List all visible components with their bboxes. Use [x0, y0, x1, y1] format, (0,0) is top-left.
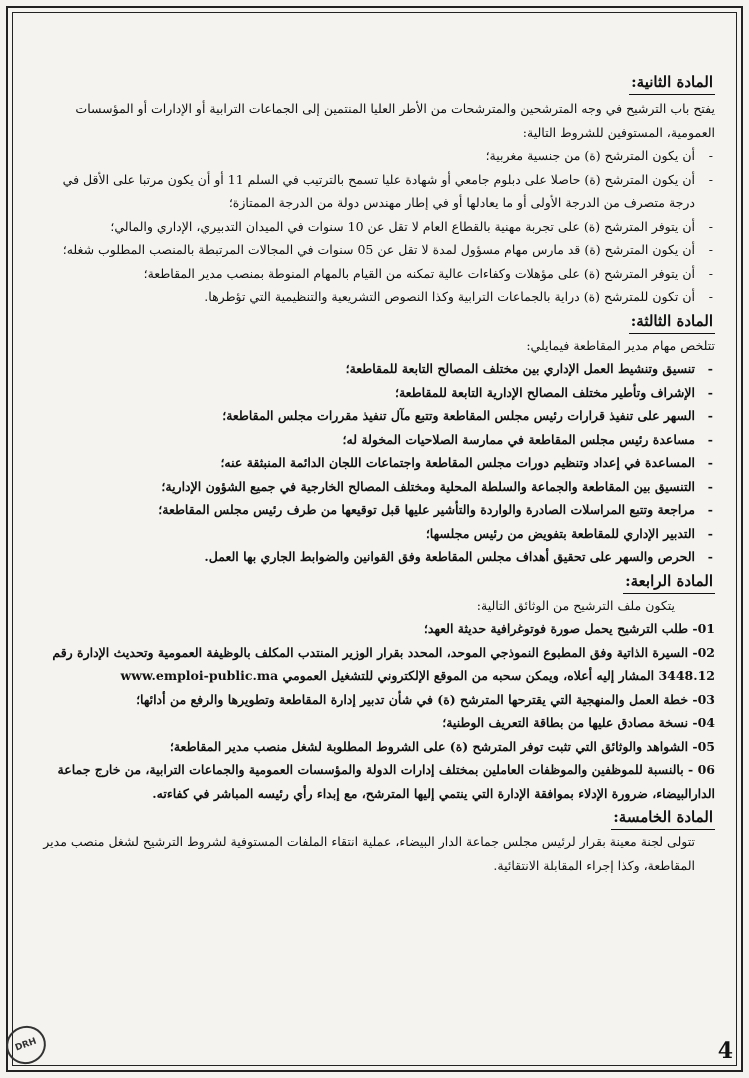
- document-body: [34, 70, 715, 1038]
- list-item: - التدبير الإداري للمقاطعة بتفويض من رئيس مجلسها؛: [34, 522, 695, 546]
- document-item: 02- السيرة الذاتية وفق المطبوع النموذجي الموحد، المحدد بقرار الوزير المنتدب المكلف بالوظيفة العمومية وتحديث الإدارة رقم 3448.12 المشار إليه أعلاه، ويمكن سحبه من الموقع الإلكتروني للتشغيل العمومي www.emploi-public.ma: [52, 644, 715, 683]
- article-4-title: المادة الرابعة:: [623, 569, 715, 594]
- list-item: - السهر على تنفيذ قرارات رئيس مجلس المقاطعة وتتبع مآل تنفيذ مقررات مجلس المقاطعة؛: [34, 404, 695, 428]
- article-3-title: المادة الثالثة:: [629, 309, 715, 334]
- page-number: 4: [717, 1038, 733, 1064]
- stamp-label: DRH: [13, 1036, 39, 1054]
- list-item: - أن يكون المترشح (ة) من جنسية مغربية؛: [34, 144, 695, 168]
- document-item: 04- نسخة مصادق عليها من بطاقة التعريف الوطنية؛: [442, 715, 715, 730]
- article-5-title: المادة الخامسة:: [611, 805, 715, 830]
- article-5-text: تتولى لجنة معينة بقرار لرئيس مجلس جماعة الدار البيضاء، عملية انتقاء الملفات المستوفية لشروط الترشيح لشغل منصب مدير المقاطعة، وكذا إجراء المقابلة الانتقائية.: [43, 834, 695, 873]
- document-item: 05- الشواهد والوثائق التي تثبت توفر المترشح (ة) على الشروط المطلوبة لشغل منصب مدير المقاطعة؛: [169, 738, 715, 754]
- list-item: - أن يتوفر المترشح (ة) على تجربة مهنية بالقطاع العام لا تقل عن 10 سنوات في الميدان التدبيري، الإداري والمالي؛: [34, 215, 695, 239]
- article-3: [34, 309, 715, 569]
- article-5: [34, 805, 715, 877]
- article-4: [34, 569, 715, 806]
- list-item: - الإشراف وتأطير مختلف المصالح الإدارية التابعة للمقاطعة؛: [34, 381, 695, 405]
- list-item: - الحرص والسهر على تحقيق أهداف مجلس المقاطعة وفق القوانين والضوابط الجاري بها العمل.: [34, 545, 695, 569]
- list-item: - أن يتوفر المترشح (ة) على مؤهلات وكفاءات عالية تمكنه من القيام بالمهام المنوطة بمنصب مدير المقاطعة؛: [34, 262, 695, 286]
- list-item: - أن يكون المترشح (ة) حاصلا على دبلوم جامعي أو شهادة عليا تسمح بالترتيب في السلم 11 أو أن يكون مرتبا على الأقل في درجة متصرف من الدرجة الأولى أو ما يعادلها أو في إطار مهندس دولة من الدرجة الممتازة؛: [34, 168, 695, 215]
- list-item: - أن يكون المترشح (ة) قد مارس مهام مسؤول لمدة لا تقل عن 05 سنوات في المجالات المرتبطة بالمنصب المطلوب شغله؛: [34, 238, 695, 262]
- list-item: - المساعدة في إعداد وتنظيم دورات مجلس المقاطعة واجتماعات اللجان الدائمة المنبثقة عنه؛: [34, 451, 695, 475]
- document-item: 03- خطة العمل والمنهجية التي يقترحها المترشح (ة) في شأن تدبير إدارة المقاطعة وتطويرها والرفع من أدائها؛: [136, 691, 715, 707]
- list-item: - مساعدة رئيس مجلس المقاطعة في ممارسة الصلاحيات المخولة له؛: [34, 428, 695, 452]
- article-2-list: [34, 144, 715, 309]
- document-item: 01- طلب الترشيح يحمل صورة فوتوغرافية حديثة العهد؛: [423, 621, 715, 636]
- article-3-intro: تتلخص مهام مدير المقاطعة فيمايلي:: [526, 337, 715, 353]
- article-2-title: المادة الثانية:: [629, 70, 715, 95]
- article-2-intro: يفتح باب الترشيح في وجه المترشحين والمترشحات من الأطر العليا المنتمين إلى الجماعات الترابية أو الإدارات أو المؤسسات العمومية، المستوفين للشروط التالية:: [75, 101, 715, 140]
- article-2: [34, 70, 715, 309]
- list-item: - التنسيق بين المقاطعة والجماعة والسلطة المحلية ومختلف المصالح الخارجية في جميع الشؤون الإدارية؛: [34, 475, 695, 499]
- document-item: 06 - بالنسبة للموظفين والموظفات العاملين بمختلف إدارات الدولة والمؤسسات العمومية والجماعات الترابية، من خارج جماعة الدارالبيضاء، ضرورة الإدلاء بموافقة الإدارة التي ينتمي إليها المترشح، مع إبداء رأي رئيسه المباشر في كفاءته.: [57, 762, 715, 801]
- article-3-list: [34, 357, 715, 569]
- list-item: - أن تكون للمترشح (ة) دراية بالجماعات الترابية وكذا النصوص التشريعية والتنظيمية التي تؤطرها.: [34, 285, 695, 309]
- list-item: - تنسيق وتنشيط العمل الإداري بين مختلف المصالح التابعة للمقاطعة؛: [34, 357, 695, 381]
- article-4-intro: يتكون ملف الترشيح من الوثائق التالية:: [476, 597, 675, 613]
- list-item: - مراجعة وتتبع المراسلات الصادرة والواردة والتأشير عليها قبل توقيعها من طرف رئيس مجلس المقاطعة؛: [34, 498, 695, 522]
